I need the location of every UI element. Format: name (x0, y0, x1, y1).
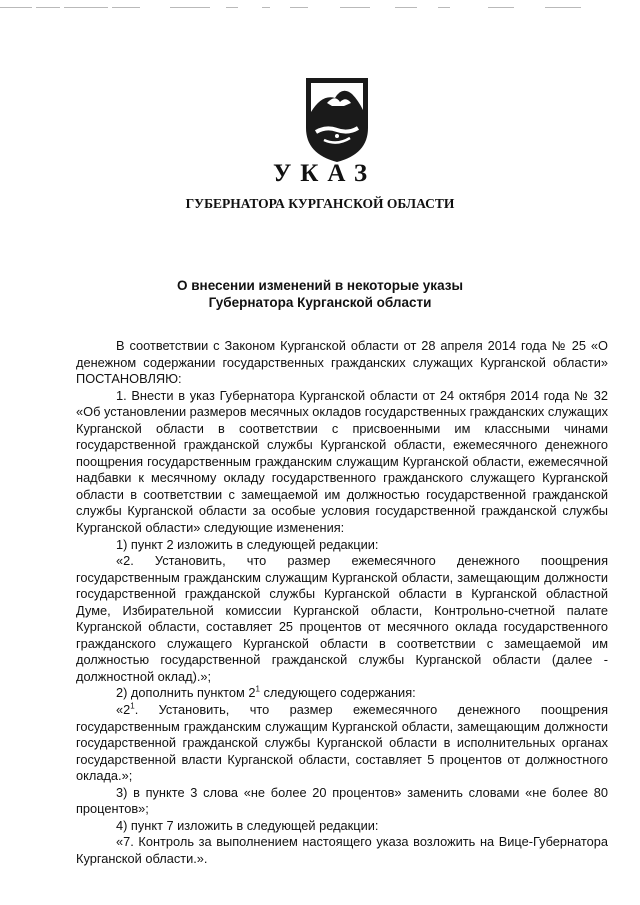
quote-2-number: «2 (116, 702, 131, 718)
item-1-paragraph: 1. Внести в указ Губернатора Курганской области от 24 октября 2014 года № 32 «Об установлении размеров месячных окладов государственных гражданских служащих Курганской области в соответствии с присвоенными им классными чинами государственной гражданской службы Курганской области, ежемесячного денежного поощрения государственным гражданским служащим Курганской области, ежемесячной надбавки к месячному окладу государственного гражданского служащего Курганской области в соответствии с замещаемой им должностью государственной гражданской службы Курганской области за особые условия государственной гражданской службы Курганской области» следующие изменения: (76, 387, 608, 536)
subitem-2-text: 2) дополнить пунктом 2 (116, 685, 256, 701)
preamble-paragraph: В соответствии с Законом Курганской области от 28 апреля 2014 года № 25 «О денежном содержании государственных гражданских служащих Курганской области» ПОСТАНОВЛЯЮ: (76, 338, 608, 387)
subitem-2-text-end: следующего содержания: (259, 685, 416, 701)
subitem-1-paragraph: 1) пункт 2 изложить в следующей редакции: (116, 536, 379, 552)
quote-1-paragraph: «2. Установить, что размер ежемесячного денежного поощрения государственным гражданским служащим Курганской области, замещающим должности государственной гражданской службы Курганской области в Курганской областной Думе, Избирательной комиссии Курганской области, Контрольно-счетной палате Курганской области, составляет 25 процентов от месячного оклада государственного гражданского служащего Курганской области в соответствии с замещаемой им должностью государственной гражданской службы Курганской области (далее - должностной оклад).»; (76, 553, 608, 684)
document-heading-line-2: Губернатора Курганской области (208, 295, 432, 310)
document-body (76, 338, 608, 868)
quote-2-text: . Установить, что размер ежемесячного денежного поощрения государственным гражданским служащим Курганской области, замещающим должности государственной гражданской службы Курганской области в исполнительных органах государственной власти Курганской области, составляет 5 процентов от должностного оклада.»; (76, 702, 608, 784)
subitem-2-superscript: 1 (255, 685, 260, 695)
decree-title: УКАЗ (272, 160, 377, 187)
subitem-3-paragraph: 3) в пункте 3 слова «не более 20 процентов» заменить словами «не более 80 процентов»; (76, 784, 608, 817)
coat-of-arms-emblem (302, 72, 372, 164)
quote-4-paragraph: «7. Контроль за выполнением настоящего указа возложить на Вице-Губернатора Курганской области.». (76, 834, 608, 866)
quote-2-superscript: 1 (130, 701, 135, 711)
scan-artifact-line (0, 7, 640, 11)
quote-2-paragraph (76, 702, 608, 785)
kurgan-coat-of-arms-icon (302, 72, 372, 164)
document-heading-line-1: О внесении изменений в некоторые указы (177, 278, 463, 293)
issuer-subtitle: ГУБЕРНАТОРА КУРГАНСКОЙ ОБЛАСТИ (185, 196, 455, 211)
subitem-2-paragraph (76, 685, 608, 702)
subitem-4-paragraph: 4) пункт 7 изложить в следующей редакции: (116, 817, 379, 833)
document-heading (0, 277, 640, 311)
